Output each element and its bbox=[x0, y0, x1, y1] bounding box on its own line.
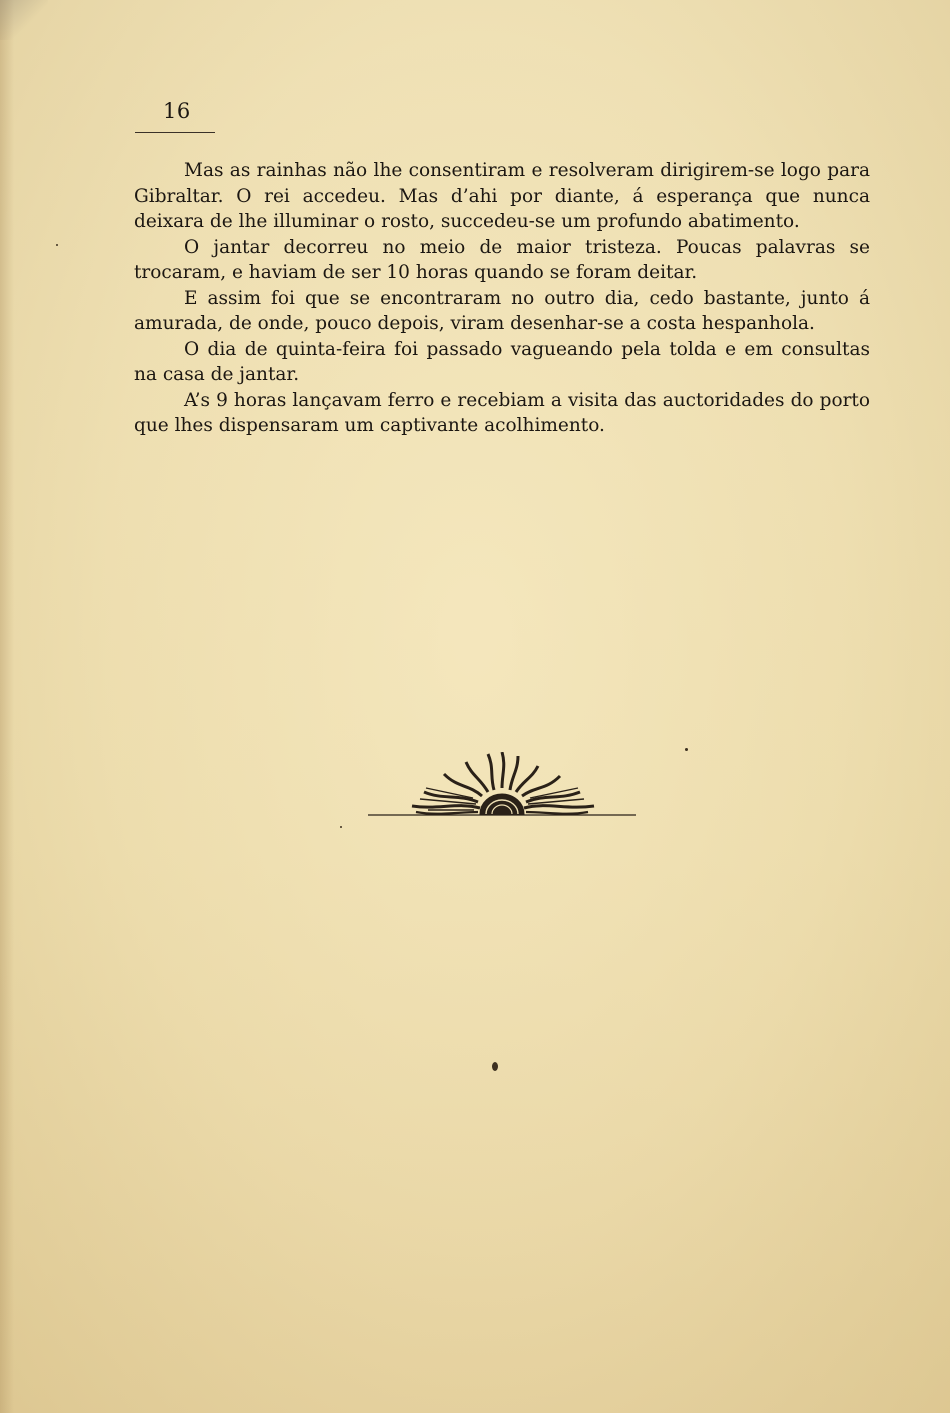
paragraph: Mas as rainhas não lhe consentiram e resolveram dirigirem-se logo para Gibraltar. O rei accedeu. Mas d’ahi por diante, á esperança que nunca deixara de lhe illuminar o rosto, succedeu-se um profundo abatimento. bbox=[134, 160, 870, 232]
paper-speck bbox=[56, 244, 58, 246]
rising-sun-icon bbox=[368, 752, 636, 824]
paper-speck bbox=[340, 826, 342, 828]
page-number: 16 bbox=[163, 99, 191, 123]
page-number-rule bbox=[135, 132, 215, 133]
paper-speck bbox=[685, 748, 688, 751]
paper-speck bbox=[492, 1062, 498, 1071]
body-text bbox=[134, 158, 870, 439]
paragraph: E assim foi que se encontraram no outro dia, cedo bastante, junto á amurada, de onde, pouco depois, viram desenhar-se a costa hespanhola. bbox=[134, 287, 870, 334]
page-edge-shadow bbox=[0, 0, 14, 1413]
corner-stain bbox=[0, 0, 48, 40]
paragraph: A’s 9 horas lançavam ferro e recebiam a visita das auctoridades do porto que lhes dispensaram um captivante acolhimento. bbox=[134, 389, 870, 436]
paragraph: O dia de quinta-feira foi passado vagueando pela tolda e em consultas na casa de jantar. bbox=[134, 338, 870, 385]
paragraph: O jantar decorreu no meio de maior tristeza. Poucas palavras se trocaram, e haviam de ser 10 horas quando se foram deitar. bbox=[134, 236, 870, 283]
